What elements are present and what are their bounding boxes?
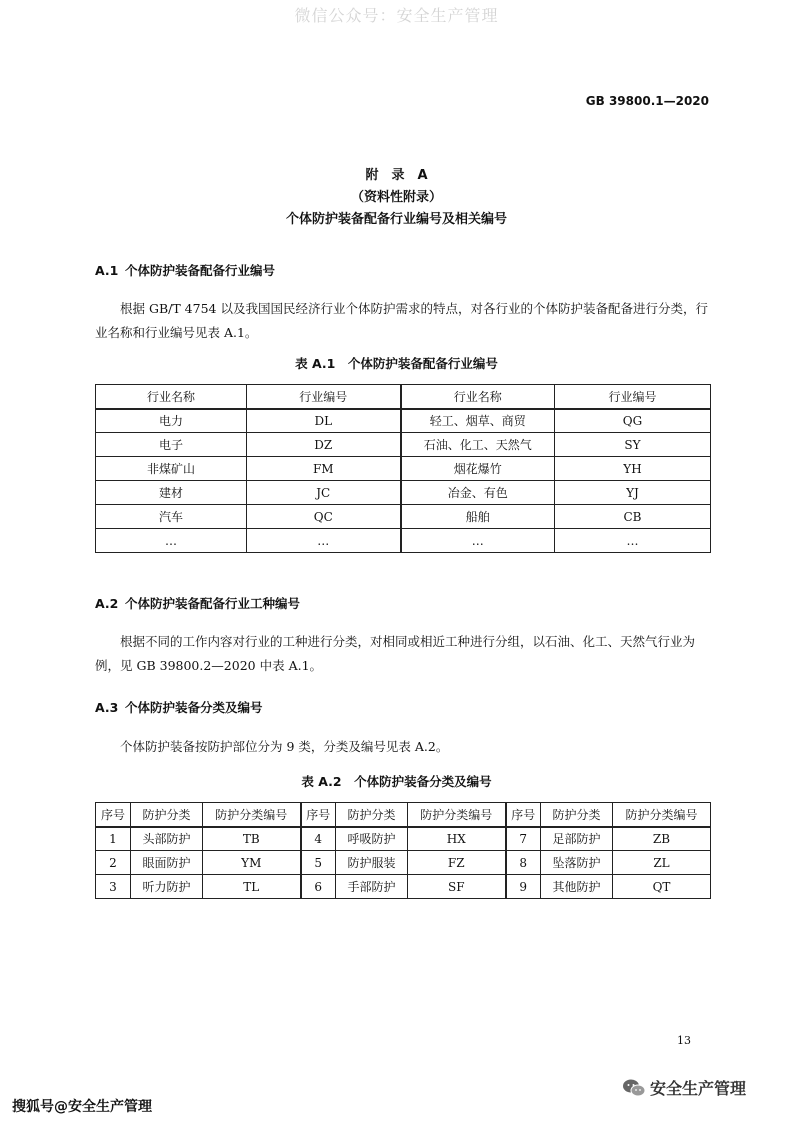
table_a2-cell-code: SF <box>408 875 506 899</box>
table_a2-header-cell: 序号 <box>96 803 131 827</box>
table_a2-cell-code: TL <box>203 875 301 899</box>
table_a2-header-cell: 防护分类 <box>541 803 613 827</box>
table_a1-header-cell: 行业编号 <box>555 385 711 409</box>
table_a2-header-cell: 防护分类编号 <box>408 803 506 827</box>
table_a2-header-cell: 防护分类 <box>336 803 408 827</box>
table_a1-row <box>96 409 711 433</box>
table_a1-header-cell: 行业名称 <box>96 385 247 409</box>
table_a2-cell-seq: 4 <box>301 827 336 851</box>
appendix-title: 附 录 A <box>365 168 428 183</box>
table_a2-cell-code: FZ <box>408 851 506 875</box>
table-a2-caption: 表 A.2 个体防护装备分类及编号 <box>301 774 492 789</box>
table_a2-cell-seq: 9 <box>506 875 541 899</box>
table_a2-cell-category: 头部防护 <box>131 827 203 851</box>
table_a1-cell-industry-code: QG <box>555 409 711 433</box>
table_a2-cell-category: 足部防护 <box>541 827 613 851</box>
standard-number: GB 39800.1—2020 <box>585 94 709 108</box>
section-a3-heading <box>95 698 263 716</box>
table_a2-header-row <box>96 803 711 827</box>
table_a2-cell-code: ZB <box>613 827 711 851</box>
table_a2-row <box>96 827 711 851</box>
table_a1-cell-industry-code: CB <box>555 505 711 529</box>
table_a1-row <box>96 505 711 529</box>
table_a1-cell-industry-name: 电力 <box>96 409 247 433</box>
table_a1-header-row <box>96 385 711 409</box>
table_a1-cell-industry-code: YH <box>555 457 711 481</box>
section-a2-heading <box>95 594 300 612</box>
wechat-icon <box>622 1078 646 1098</box>
table_a1-cell-industry-code: DL <box>247 409 401 433</box>
section-a3-number: A.3 <box>95 700 119 715</box>
table_a2-cell-seq: 6 <box>301 875 336 899</box>
table_a1-cell-industry-name: … <box>401 529 555 553</box>
top-watermark: 微信公众号：安全生产管理 <box>294 6 499 25</box>
table-a2 <box>95 802 711 899</box>
table_a1-cell-industry-code: SY <box>555 433 711 457</box>
section-a1-title: 个体防护装备配备行业编号 <box>125 263 276 278</box>
appendix-nature: （资料性附录） <box>350 190 442 205</box>
table_a1-header-cell: 行业名称 <box>401 385 555 409</box>
table_a2-cell-code: HX <box>408 827 506 851</box>
table_a1-cell-industry-name: 非煤矿山 <box>96 457 247 481</box>
table_a2-cell-code: QT <box>613 875 711 899</box>
table_a2-cell-category: 手部防护 <box>336 875 408 899</box>
table_a2-cell-category: 防护服装 <box>336 851 408 875</box>
table_a1-cell-industry-name: 冶金、有色 <box>401 481 555 505</box>
appendix-subtitle: 个体防护装备配备行业编号及相关编号 <box>285 212 507 227</box>
table_a1-cell-industry-name: 石油、化工、天然气 <box>401 433 555 457</box>
table_a1-cell-industry-code: … <box>247 529 401 553</box>
table_a1-cell-industry-code: QC <box>247 505 401 529</box>
table_a2-cell-code: YM <box>203 851 301 875</box>
table_a1-cell-industry-code: JC <box>247 481 401 505</box>
table_a1-row <box>96 433 711 457</box>
table_a1-cell-industry-name: 轻工、烟草、商贸 <box>401 409 555 433</box>
table_a2-header-cell: 序号 <box>506 803 541 827</box>
table_a1-cell-industry-code: … <box>555 529 711 553</box>
section-a1-heading <box>95 261 275 279</box>
section-a1-paragraph: 根据 GB/T 4754 以及我国国民经济行业个体防护需求的特点，对各行业的个体防护装备配备进行分类，行业名称和行业编号见表 A.1。 <box>95 301 708 340</box>
table_a1-row <box>96 457 711 481</box>
table_a2-cell-seq: 1 <box>96 827 131 851</box>
table_a2-cell-code: TB <box>203 827 301 851</box>
section-a1-number: A.1 <box>95 263 119 278</box>
table_a1-cell-industry-name: 汽车 <box>96 505 247 529</box>
table_a1-header-cell: 行业编号 <box>247 385 401 409</box>
table_a1-cell-industry-name: 烟花爆竹 <box>401 457 555 481</box>
page-number: 13 <box>677 1034 691 1047</box>
table_a2-header-cell: 防护分类编号 <box>203 803 301 827</box>
section-a3-paragraph: 个体防护装备按防护部位分为 9 类，分类及编号见表 A.2。 <box>120 739 449 754</box>
table_a1-row <box>96 481 711 505</box>
table-a1-caption: 表 A.1 个体防护装备配备行业编号 <box>295 356 498 371</box>
table_a1-cell-industry-name: 电子 <box>96 433 247 457</box>
table_a2-cell-seq: 7 <box>506 827 541 851</box>
table_a1-row <box>96 529 711 553</box>
table_a2-header-cell: 序号 <box>301 803 336 827</box>
table-a1 <box>95 384 711 553</box>
table_a2-cell-category: 呼吸防护 <box>336 827 408 851</box>
table_a2-cell-category: 眼面防护 <box>131 851 203 875</box>
table_a1-cell-industry-name: 船舶 <box>401 505 555 529</box>
table_a2-header-cell: 防护分类编号 <box>613 803 711 827</box>
table_a2-row <box>96 851 711 875</box>
table_a2-cell-seq: 5 <box>301 851 336 875</box>
section-a2-number: A.2 <box>95 596 119 611</box>
section-a3-title: 个体防护装备分类及编号 <box>125 700 263 715</box>
table_a2-cell-category: 坠落防护 <box>541 851 613 875</box>
table_a2-cell-seq: 2 <box>96 851 131 875</box>
table_a2-cell-category: 其他防护 <box>541 875 613 899</box>
footer-right-label: 安全生产管理 <box>650 1079 747 1098</box>
table_a2-cell-seq: 3 <box>96 875 131 899</box>
table_a1-cell-industry-name: 建材 <box>96 481 247 505</box>
table_a1-cell-industry-code: YJ <box>555 481 711 505</box>
footer-right-watermark <box>622 1076 746 1099</box>
table_a2-cell-code: ZL <box>613 851 711 875</box>
section-a2-paragraph: 根据不同的工作内容对行业的工种进行分类，对相同或相近工种进行分组，以石油、化工、天然气行业为例，见 GB 39800.2—2020 中表 A.1。 <box>95 634 696 673</box>
table_a1-cell-industry-name: … <box>96 529 247 553</box>
table_a2-cell-seq: 8 <box>506 851 541 875</box>
table_a1-cell-industry-code: FM <box>247 457 401 481</box>
table_a2-row <box>96 875 711 899</box>
table_a2-cell-category: 听力防护 <box>131 875 203 899</box>
section-a2-title: 个体防护装备配备行业工种编号 <box>125 596 301 611</box>
footer-left-watermark: 搜狐号@安全生产管理 <box>12 1099 152 1115</box>
table_a1-cell-industry-code: DZ <box>247 433 401 457</box>
table_a2-header-cell: 防护分类 <box>131 803 203 827</box>
